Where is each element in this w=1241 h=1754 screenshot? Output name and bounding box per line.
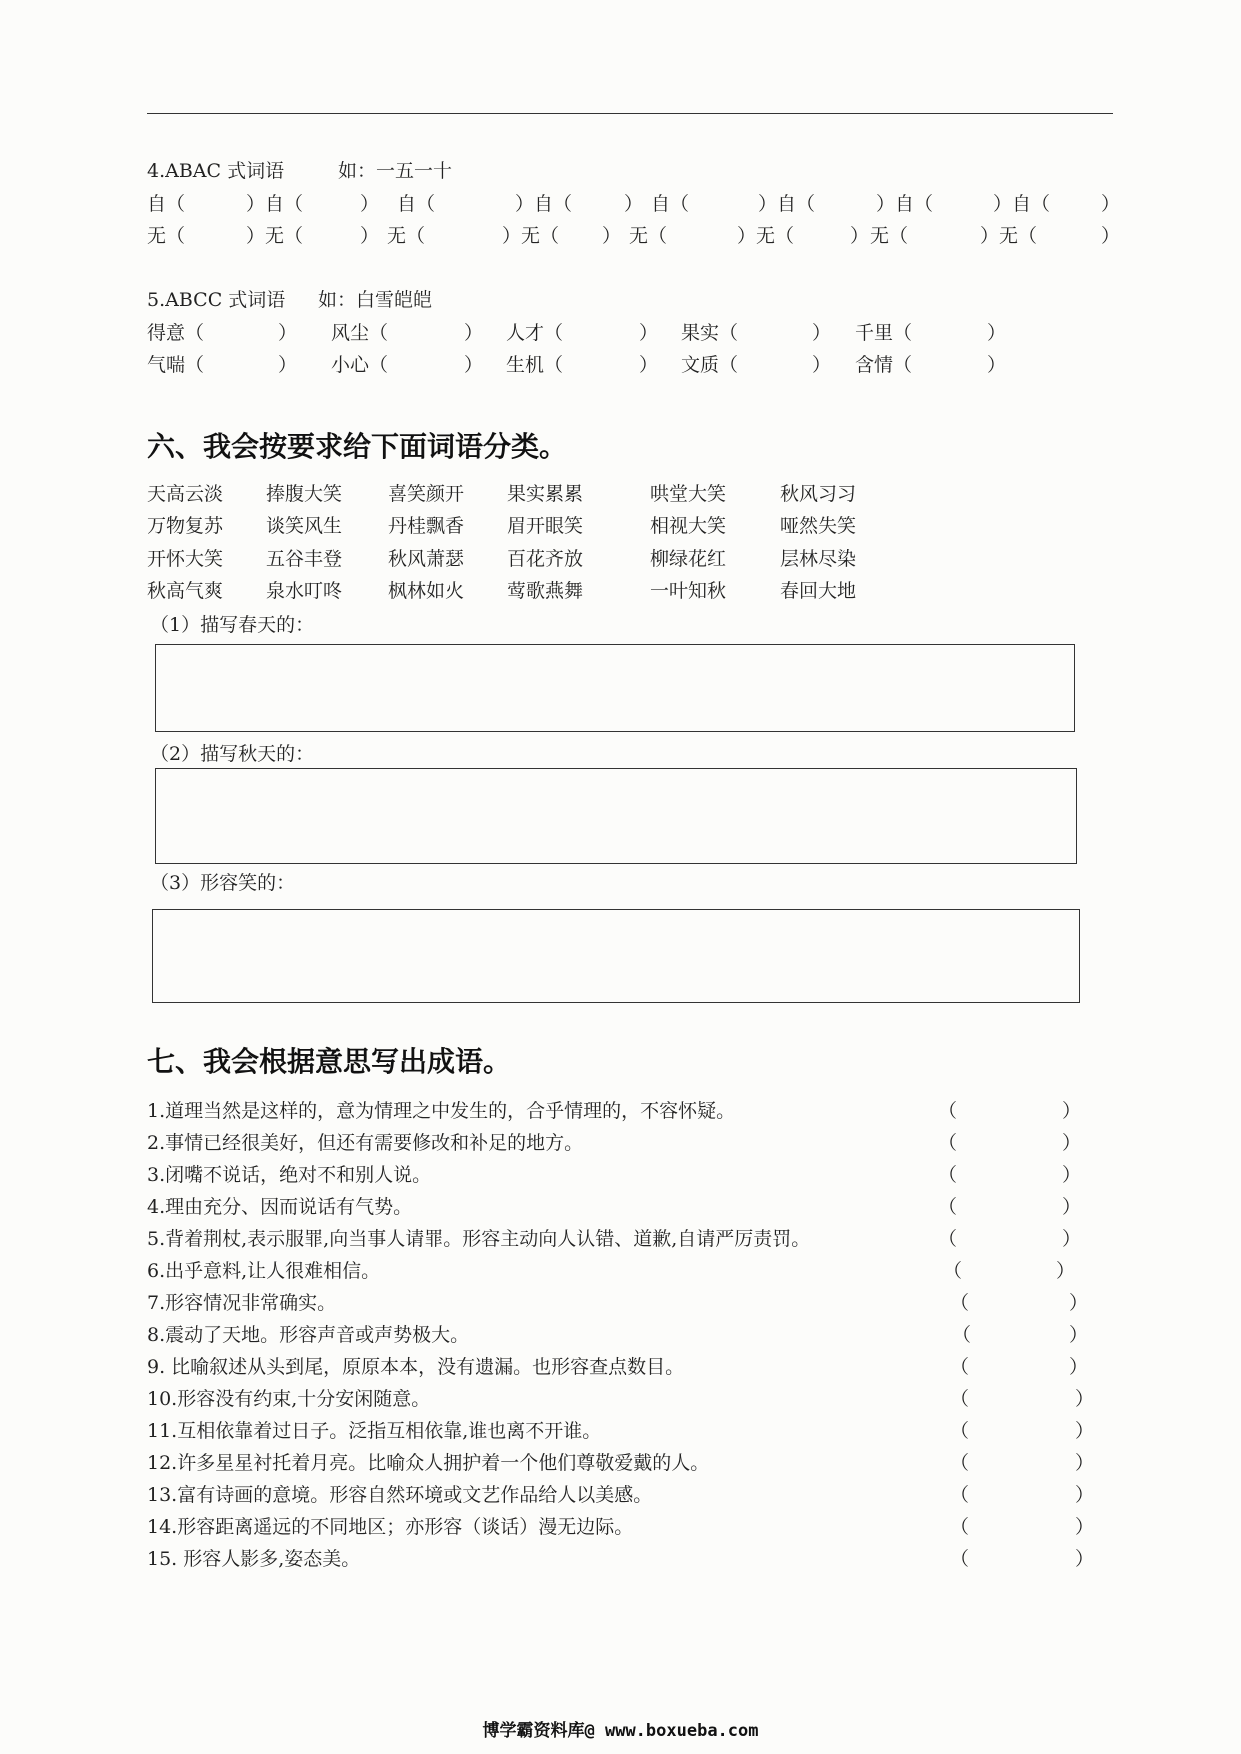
idiom-question-text: 10.形容没有约束,十分安闲随意。 (147, 1388, 431, 1410)
abcc-row2-cell: 小心（ (331, 354, 389, 376)
abac-row2-cell: 无（ (870, 225, 909, 247)
word-bank-item: 一叶知秋 (650, 580, 727, 602)
answer-paren-close: ） (1075, 1452, 1095, 1474)
answer-paren-open[interactable]: （ (950, 1292, 970, 1314)
abcc-row1-cell: ） (464, 322, 484, 344)
abac-row2-cell: ）无（ (246, 225, 304, 247)
abac-row2-cell: 无（ (387, 225, 426, 247)
word-bank-item: 天高云淡 (147, 483, 224, 505)
answer-paren-open[interactable]: （ (950, 1548, 970, 1570)
abcc-row2-cell: 含情（ (855, 354, 913, 376)
answer-paren-open[interactable]: （ (950, 1388, 970, 1410)
abac-row1-cell: ）自（ (758, 193, 816, 215)
question-spring-label: （1）描写春天的： (150, 614, 315, 636)
abcc-row1-cell: ） (987, 322, 1007, 344)
abcc-row2-cell: ） (812, 354, 832, 376)
word-bank-item: 春回大地 (780, 580, 857, 602)
answer-paren-open[interactable]: （ (950, 1516, 970, 1538)
abac-row2-cell: ）无（ (980, 225, 1038, 247)
abcc-row1-cell: ） (812, 322, 832, 344)
word-bank-item: 五谷丰登 (266, 548, 343, 570)
abac-row1-cell: ） (360, 193, 380, 215)
word-bank-item: 泉水叮咚 (266, 580, 343, 602)
abac-row2-cell: ） (360, 225, 380, 247)
word-bank-item: 丹桂飘香 (388, 515, 465, 537)
abcc-row2-cell: 文质（ (681, 354, 739, 376)
idiom-question-text: 2.事情已经很美好，但还有需要修改和补足的地方。 (147, 1132, 584, 1154)
answer-paren-open[interactable]: （ (938, 1100, 958, 1122)
abcc-row2-cell: 气喘（ (147, 354, 205, 376)
word-bank-item: 果实累累 (507, 483, 584, 505)
section4-title: 4.ABAC 式词语 (147, 160, 285, 182)
answer-paren-close: ） (1069, 1292, 1089, 1314)
abcc-row1-cell: 风尘（ (331, 322, 389, 344)
answer-paren-open[interactable]: （ (938, 1132, 958, 1154)
abac-row2-cell: ） (850, 225, 870, 247)
abac-row1-cell: 自（ (397, 193, 436, 215)
abcc-row1-cell: 千里（ (855, 322, 913, 344)
answer-paren-close: ） (1075, 1548, 1095, 1570)
idiom-question-text: 6.出乎意料,让人很难相信。 (147, 1260, 381, 1282)
answer-paren-open[interactable]: （ (950, 1420, 970, 1442)
abcc-row1-cell: 人才（ (506, 322, 564, 344)
abac-row1-cell: ）自（ (246, 193, 304, 215)
question-laugh-label: （3）形容笑的： (150, 872, 296, 894)
word-bank-item: 柳绿花红 (650, 548, 727, 570)
word-bank-item: 秋风萧瑟 (388, 548, 465, 570)
answer-paren-close: ） (1062, 1132, 1082, 1154)
abac-row2-cell: ） (602, 225, 622, 247)
answer-paren-close: ） (1075, 1484, 1095, 1506)
word-bank-item: 万物复苏 (147, 515, 224, 537)
section4-example: 如：一五一十 (338, 160, 453, 182)
idiom-question-text: 12.许多星星衬托着月亮。比喻众人拥护着一个他们尊敬爱戴的人。 (147, 1452, 710, 1474)
abcc-row2-cell: 生机（ (506, 354, 564, 376)
idiom-question-text: 8.震动了天地。形容声音或声势极大。 (147, 1324, 470, 1346)
answer-paren-open[interactable]: （ (938, 1196, 958, 1218)
idiom-question-text: 14.形容距离遥远的不同地区；亦形容（谈话）漫无边际。 (147, 1516, 634, 1538)
answer-paren-close: ） (1062, 1196, 1082, 1218)
answer-paren-close: ） (1062, 1228, 1082, 1250)
answer-paren-open[interactable]: （ (952, 1324, 972, 1346)
answer-paren-close: ） (1062, 1164, 1082, 1186)
answer-paren-close: ） (1069, 1356, 1089, 1378)
answer-paren-open[interactable]: （ (950, 1484, 970, 1506)
abac-row2-cell: 无（ (147, 225, 186, 247)
idiom-question-text: 5.背着荆杖,表示服罪,向当事人请罪。形容主动向人认错、道歉,自请严厉责罚。 (147, 1228, 811, 1250)
idiom-question-text: 4.理由充分、因而说话有气势。 (147, 1196, 413, 1218)
word-bank-item: 莺歌燕舞 (507, 580, 584, 602)
word-bank-item: 开怀大笑 (147, 548, 224, 570)
answer-paren-open[interactable]: （ (950, 1356, 970, 1378)
abac-row1-cell: 自（ (147, 193, 186, 215)
footer-watermark: 博学霸资料库@ www.boxueba.com (482, 1721, 759, 1741)
answer-box-spring[interactable] (155, 644, 1075, 732)
section5-title: 5.ABCC 式词语 (147, 289, 286, 311)
idiom-question-text: 15. 形容人影多,姿态美。 (147, 1548, 361, 1570)
abac-row2-cell: ）无（ (737, 225, 795, 247)
answer-box-autumn[interactable] (155, 768, 1077, 864)
idiom-question-text: 7.形容情况非常确实。 (147, 1292, 337, 1314)
question-autumn-label: （2）描写秋天的： (150, 743, 315, 765)
word-bank-item: 秋风习习 (780, 483, 857, 505)
idiom-question-text: 1.道理当然是这样的，意为情理之中发生的，合乎情理的，不容怀疑。 (147, 1100, 736, 1122)
word-bank-item: 相视大笑 (650, 515, 727, 537)
abac-row1-cell: ）自（ (876, 193, 934, 215)
word-bank-item: 捧腹大笑 (266, 483, 343, 505)
word-bank-item: 谈笑风生 (266, 515, 343, 537)
section5-example: 如：白雪皑皑 (318, 289, 433, 311)
idiom-question-text: 9. 比喻叙述从头到尾，原原本本，没有遗漏。也形容查点数目。 (147, 1356, 685, 1378)
section6-heading: 六、我会按要求给下面词语分类。 (147, 430, 568, 463)
abcc-row1-cell: 果实（ (681, 322, 739, 344)
word-bank-item: 眉开眼笑 (507, 515, 584, 537)
answer-paren-close: ） (1062, 1100, 1082, 1122)
answer-paren-open[interactable]: （ (938, 1164, 958, 1186)
abcc-row1-cell: ） (278, 322, 298, 344)
answer-paren-close: ） (1069, 1324, 1089, 1346)
abcc-row1-cell: ） (639, 322, 659, 344)
answer-paren-close: ） (1075, 1420, 1095, 1442)
abac-row1-cell: ）自（ (515, 193, 573, 215)
answer-paren-close: ） (1075, 1516, 1095, 1538)
abac-row1-cell: ）自（ (993, 193, 1051, 215)
abac-row2-cell: 无（ (629, 225, 668, 247)
abac-row1-cell: ） (624, 193, 644, 215)
abcc-row2-cell: ） (278, 354, 298, 376)
abac-row2-cell: ） (1101, 225, 1121, 247)
answer-paren-open[interactable]: （ (938, 1228, 958, 1250)
section7-heading: 七、我会根据意思写出成语。 (147, 1045, 512, 1078)
abcc-row2-cell: ） (987, 354, 1007, 376)
answer-paren-close: ） (1056, 1260, 1076, 1282)
idiom-question-text: 3.闭嘴不说话，绝对不和别人说。 (147, 1164, 432, 1186)
header-rule (147, 113, 1113, 114)
abac-row1-cell: 自（ (651, 193, 690, 215)
abcc-row2-cell: ） (464, 354, 484, 376)
word-bank-item: 百花齐放 (507, 548, 584, 570)
answer-box-laugh[interactable] (152, 909, 1080, 1003)
idiom-question-text: 11.互相依靠着过日子。泛指互相依靠,谁也离不开谁。 (147, 1420, 602, 1442)
word-bank-item: 喜笑颜开 (388, 483, 465, 505)
word-bank-item: 哄堂大笑 (650, 483, 727, 505)
word-bank-item: 层林尽染 (780, 548, 857, 570)
word-bank-item: 哑然失笑 (780, 515, 857, 537)
abac-row1-cell: ） (1101, 193, 1121, 215)
word-bank-item: 枫林如火 (388, 580, 465, 602)
answer-paren-close: ） (1075, 1388, 1095, 1410)
idiom-question-text: 13.富有诗画的意境。形容自然环境或文艺作品给人以美感。 (147, 1484, 653, 1506)
word-bank-item: 秋高气爽 (147, 580, 224, 602)
answer-paren-open[interactable]: （ (943, 1260, 963, 1282)
abac-row2-cell: ）无（ (502, 225, 560, 247)
answer-paren-open[interactable]: （ (950, 1452, 970, 1474)
abcc-row1-cell: 得意（ (147, 322, 205, 344)
abcc-row2-cell: ） (639, 354, 659, 376)
